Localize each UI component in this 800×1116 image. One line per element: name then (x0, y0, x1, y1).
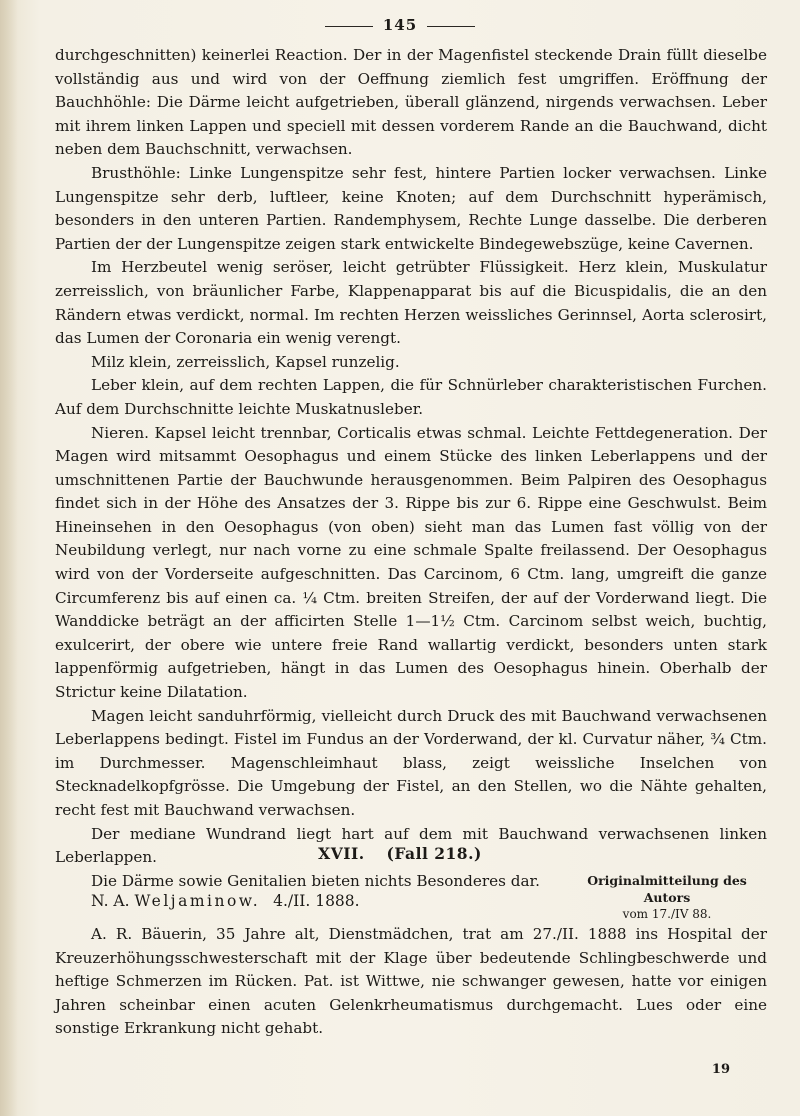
source-line-1: Originalmitteilung des Autors (587, 873, 747, 905)
footer-signature: 19 (711, 1062, 730, 1077)
paragraph-7: Magen leicht sanduhrförmig, vielleicht durch Druck des mit Bauchwand verwachsenen Leberlappens bedingt. Fistel im Fundus an der Vorderwand, der kl. Curvatur näher, ¾ Ctm. im Durchmesser. Magenschleimhaut blass, zeigt weissliche Inselchen von Stecknadelkopfgrösse. Die Umgebung der Fistel, an den Stellen, wo die Nähte gehalten, recht fest mit Bauchwand verwachsen. (55, 706, 767, 819)
paragraph-1: durchgeschnitten) keinerlei Reaction. Der in der Magenfistel steckende Drain füllt dieselbe vollständig aus und wird von der Oeffnung ziemlich fest umgriffen. Eröffnung der Bauchhöhle: Die Därme leicht aufgetrieben, überall glänzend, nirgends verwachsen. Leber mit ihrem linken Lappen und speciell mit dessen vorderem Rande an die Bauchwand, dicht neben dem Bauchschnitt, verwachsen. (55, 46, 767, 159)
paragraph-6: Nieren. Kapsel leicht trennbar, Corticalis etwas schmal. Leichte Fettdegeneration. Der Magen wird mitsammt Oesophagus und einem Stücke des linken Leberlappens und der umschnittenen Partie der Bauchwunde herausgenommen. Beim Palpiren des Oesophagus findet sich in der Höhe des Ansatzes der 3. Rippe bis zur 6. Rippe eine Geschwulst. Beim Hineinsehen in den Oesophagus (von oben) sieht man das Lumen fast völlig von der Neubildung verlegt, nur nach vorne zu eine schmale Spalte freilassend. Der Oesophagus wird von der Vorderseite aufgeschnitten. Das Carcinom, 6 Ctm. lang, umgreift die ganze Circumferenz bis auf einen ca. ¼ Ctm. breiten Streifen, der auf der Vorderwand liegt. Die Wanddicke beträgt an der afficirten Stelle 1—1½ Ctm. Carcinom selbst weich, buchtig, exulcerirt, der obere wie untere freie Rand wallartig verdickt, besonders unten stark lappenförmig aufgetrieben, hängt in das Lumen des Oesophagus hinein. Oberhalb der Strictur keine Dilatation. (55, 423, 767, 702)
paragraph-8: Der mediane Wundrand liegt hart auf dem mit Bauchwand verwachsenen linken Leberlappen. (55, 824, 767, 867)
paragraph-4: Milz klein, zerreisslich, Kapsel runzelig. (91, 352, 400, 371)
author-initials: N. A. (91, 892, 130, 910)
paragraph-5: Leber klein, auf dem rechten Lappen, die für Schnürleber charakteristischen Furchen. Auf dem Durchschnitte leichte Muskatnusleber. (55, 376, 767, 418)
case-author (91, 892, 360, 910)
page-number: 145 (382, 16, 418, 34)
source-line-2: vom 17./IV 88. (622, 907, 712, 921)
case-label: (Fall 218.) (386, 844, 482, 863)
case-body (55, 923, 767, 1041)
header-dash-left (325, 26, 373, 27)
body-text (55, 44, 767, 893)
case-date: 4./II. 1888. (273, 892, 360, 910)
case-paragraph: A. R. Bäuerin, 35 Jahre alt, Dienstmädchen, trat am 27./II. 1888 ins Hospital der Kreuzerhöhungsschwesterschaft mit der Klage über bedeutende Schlingbeschwerde und heftige Schmerzen im Rücken. Pat. ist Wittwe, nie schwanger gewesen, hatte vor einigen Jahren scheinbar einen acuten Gelenkrheumatismus durchgemacht. Lues oder eine sonstige Erkrankung nicht gehabt. (55, 925, 767, 1038)
author-name: Weljaminow. (134, 892, 261, 910)
case-source (567, 872, 767, 923)
page-header (0, 16, 800, 34)
header-dash-right (427, 26, 475, 27)
page-edge-shadow (0, 0, 18, 1116)
case-meta (55, 872, 767, 921)
case-number: XVII. (318, 844, 365, 863)
paragraph-9: Die Därme sowie Genitalien bieten nichts Besonderes dar. (91, 871, 540, 890)
paragraph-3: Im Herzbeutel wenig seröser, leicht getrübter Flüssigkeit. Herz klein, Muskulatur zerreisslich, von bräunlicher Farbe, Klappenapparat bis auf die Bicuspidalis, die an den Rändern etwas verdickt, normal. Im rechten Herzen weissliches Gerinnsel, Aorta sclerosirt, das Lumen der Coronaria ein wenig verengt. (55, 258, 767, 348)
case-heading (0, 844, 800, 863)
paragraph-2: Brusthöhle: Linke Lungenspitze sehr fest, hintere Partien locker verwachsen. Linke Lungenspitze sehr derb, luftleer, keine Knoten; auf dem Durchschnitt hyperämisch, besonders in den unteren Partien. Randemphysem, Rechte Lunge dasselbe. Die derberen Partien der der Lungenspitze zeigen stark entwickelte Bindegewebszüge, keine Cavernen. (55, 163, 767, 253)
